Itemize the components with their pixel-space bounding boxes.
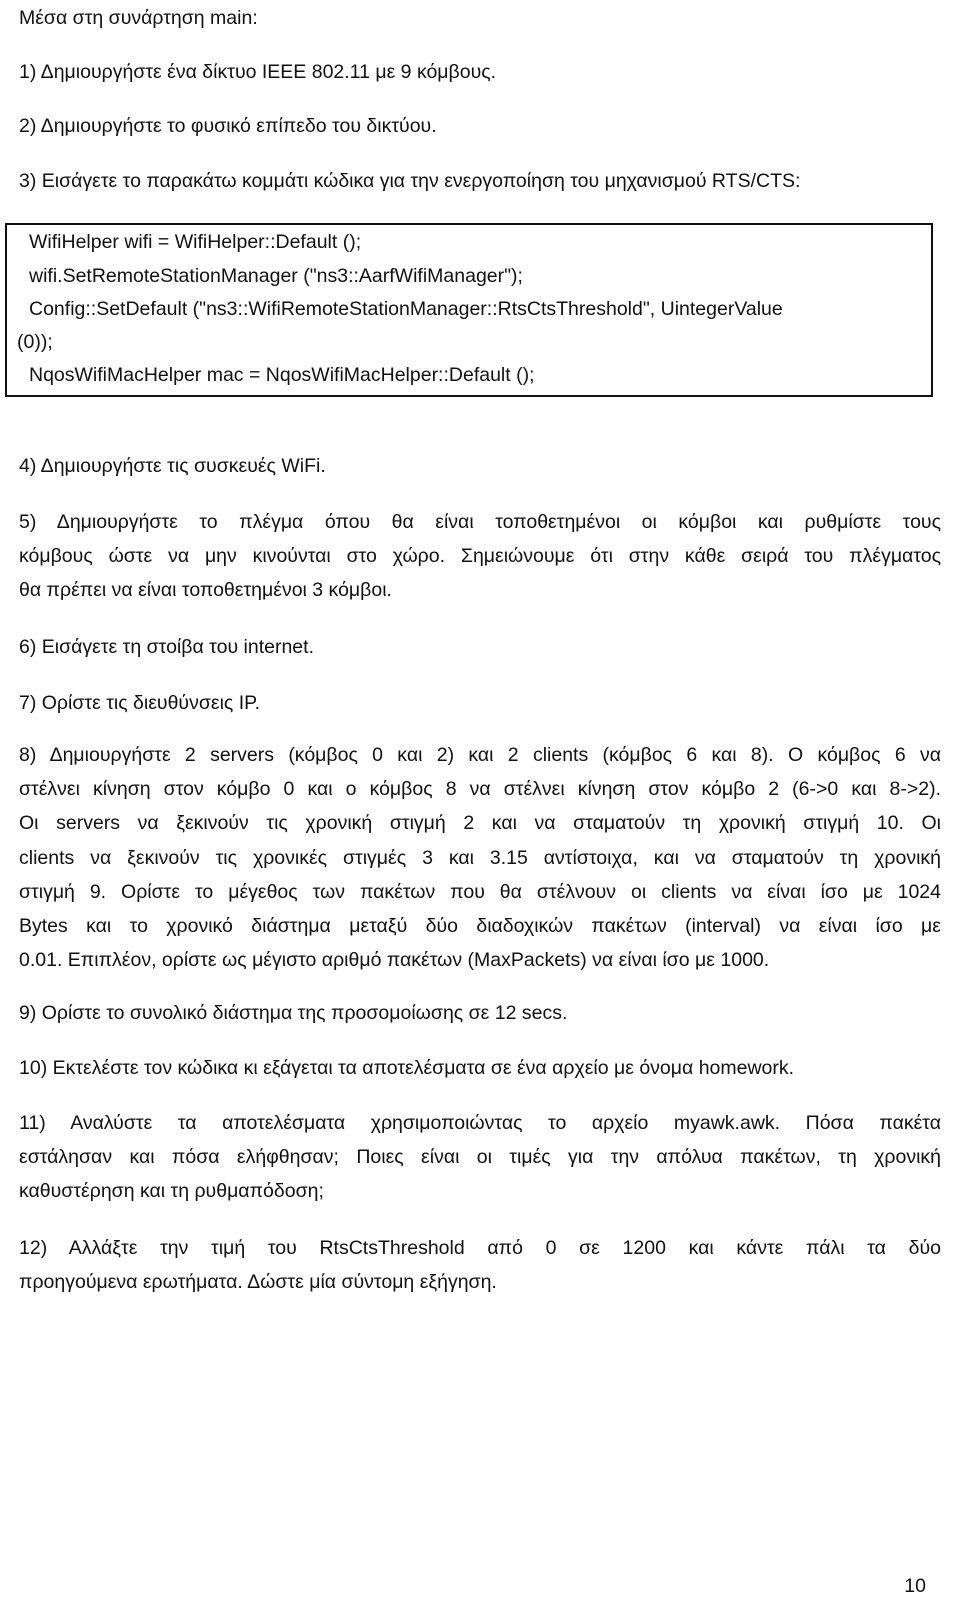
step-9: 9) Ορίστε το συνολικό διάστημα της προσομοίωσης σε 12 secs. [19, 1002, 568, 1024]
code-line-1: WifiHelper wifi = WifiHelper::Default (); [29, 231, 362, 253]
step-5 [19, 505, 941, 608]
step-8-line: Bytes και το χρονικό διάστημα μεταξύ δύο διαδοχικών πακέτων (interval) να είναι ίσο με [19, 915, 941, 938]
step-5-line: 5) Δημιουργήστε το πλέγμα όπου θα είναι τοποθετημένοι οι κόμβοι και ρυθμίστε τους [19, 511, 941, 533]
step-2: 2) Δημιουργήστε το φυσικό επίπεδο του δικτύου. [19, 115, 437, 137]
step-10: 10) Εκτελέστε τον κώδικα κι εξάγεται τα αποτελέσματα σε ένα αρχείο με όνομα homework. [19, 1057, 795, 1079]
code-line-3: Config::SetDefault ("ns3::WifiRemoteStationManager::RtsCtsThreshold", UintegerValue [29, 298, 783, 320]
step-1: 1) Δημιουργήστε ένα δίκτυο IEEE 802.11 με 9 κόμβους. [19, 61, 497, 83]
step-8 [19, 738, 941, 977]
step-12 [19, 1231, 941, 1299]
step-8-line: clients να ξεκινούν τις χρονικές στιγμές 3 και 3.15 αντίστοιχα, και να σταματούν τη χρονική [19, 846, 941, 869]
step-8-line: 0.01. Επιπλέον, ορίστε ως μέγιστο αριθμό πακέτων (MaxPackets) να είναι ίσο με 1000. [19, 949, 770, 972]
step-3: 3) Εισάγετε το παρακάτω κομμάτι κώδικα για την ενεργοποίηση του μηχανισμού RTS/CTS: [19, 170, 801, 192]
step-7: 7) Ορίστε τις διευθύνσεις IP. [19, 692, 261, 714]
step-8-line: στέλνει κίνηση στον κόμβο 0 και ο κόμβος 8 να στέλνει κίνηση στον κόμβο 2 (6->0 και 8->2). [19, 778, 941, 801]
page-number: 10 [904, 1575, 926, 1597]
step-8-line: Οι servers να ξεκινούν τις χρονική στιγμή 2 και να σταματούν τη χρονική στιγμή 10. Οι [19, 812, 941, 835]
code-line-5: NqosWifiMacHelper mac = NqosWifiMacHelper::Default (); [29, 364, 535, 386]
step-5-line: κόμβους ώστε να μην κινούνται στο χώρο. Σημειώνουμε ότι στην κάθε σειρά του πλέγματος [19, 545, 941, 568]
step-11-line: 11) Αναλύστε τα αποτελέσματα χρησιμοποιώντας το αρχείο myawk.awk. Πόσα πακέτα [19, 1112, 941, 1134]
step-11-line: καθυστέρηση και τη ρυθμαπόδοση; [19, 1180, 324, 1203]
step-8-line: στιγμή 9. Ορίστε το μέγεθος των πακέτων που θα στέλνουν οι clients να είναι ίσο με 1024 [19, 880, 941, 903]
intro-text: Μέσα στη συνάρτηση main: [19, 7, 258, 29]
step-5-line: θα πρέπει να είναι τοποθετημένοι 3 κόμβοι. [19, 579, 392, 602]
step-11 [19, 1106, 941, 1209]
step-8-line: 8) Δημιουργήστε 2 servers (κόμβος 0 και 2) και 2 clients (κόμβος 6 και 8). Ο κόμβος 6 να [19, 744, 941, 766]
code-block [5, 223, 933, 397]
code-line-2: wifi.SetRemoteStationManager ("ns3::AarfWifiManager"); [29, 265, 523, 287]
step-11-line: εστάλησαν και πόσα ελήφθησαν; Ποιες είναι οι τιμές για την απόλυα πακέτων, τη χρονική [19, 1146, 941, 1169]
step-12-line: προηγούμενα ερωτήματα. Δώστε μία σύντομη εξήγηση. [19, 1271, 497, 1294]
step-6: 6) Εισάγετε τη στοίβα του internet. [19, 636, 314, 658]
step-4: 4) Δημιουργήστε τις συσκευές WiFi. [19, 455, 326, 477]
step-12-line: 12) Αλλάξτε την τιμή του RtsCtsThreshold από 0 σε 1200 και κάντε πάλι τα δύο [19, 1237, 941, 1259]
code-line-4: (0)); [17, 331, 53, 353]
